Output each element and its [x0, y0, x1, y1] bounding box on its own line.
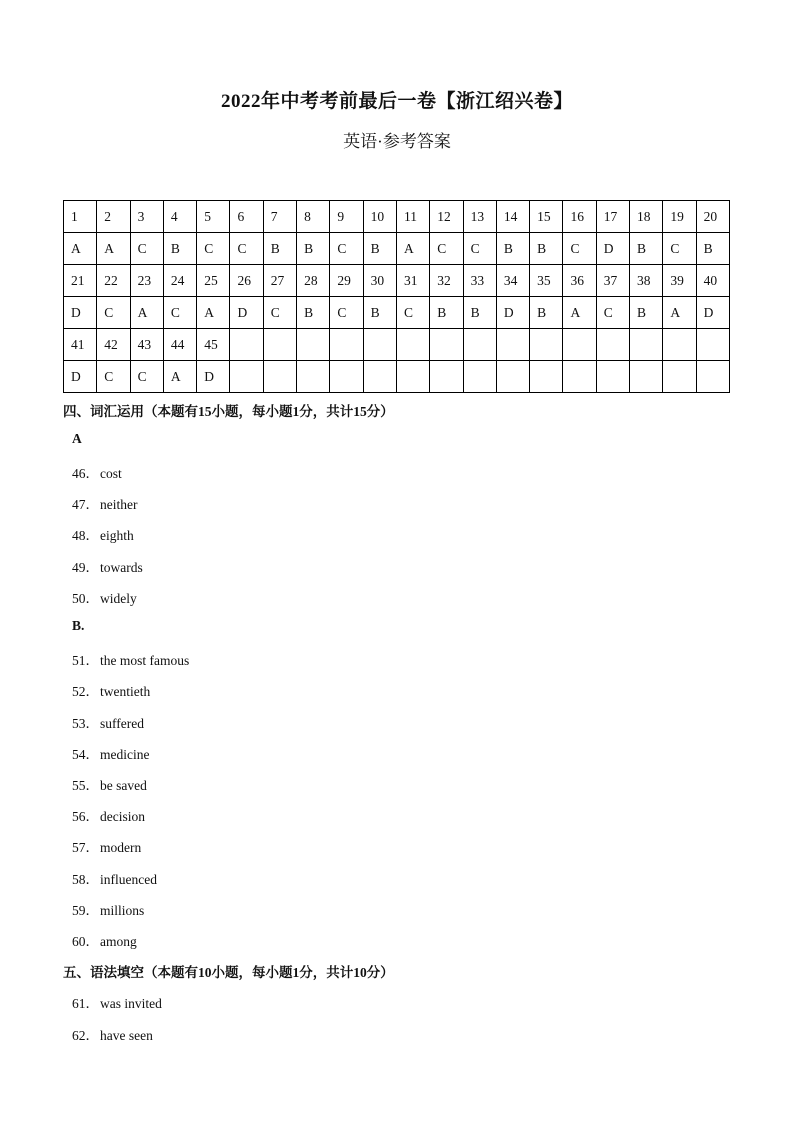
item-answer: decision [100, 809, 145, 824]
answer-cell: C [97, 361, 130, 393]
item-answer: modern [100, 840, 142, 855]
answer-cell: D [696, 297, 729, 329]
answer-cell: C [230, 233, 263, 265]
answer-table-row [64, 265, 730, 297]
answer-cell: B [163, 233, 196, 265]
item-number: 48． [72, 528, 99, 543]
item-number: 58． [72, 872, 99, 887]
question-number-cell [663, 329, 696, 361]
question-number-cell: 17 [596, 201, 629, 233]
answer-cell: C [263, 297, 296, 329]
answer-table-row [64, 329, 730, 361]
question-number-cell: 30 [363, 265, 396, 297]
item-answer: cost [100, 466, 122, 481]
item-number: 54． [72, 747, 99, 762]
question-number-cell [630, 329, 663, 361]
answer-cell [530, 361, 563, 393]
item-number: 57． [72, 840, 99, 855]
question-number-cell: 39 [663, 265, 696, 297]
answer-table-row [64, 297, 730, 329]
answer-cell: C [430, 233, 463, 265]
answer-cell: B [696, 233, 729, 265]
question-number-cell [396, 329, 429, 361]
question-number-cell: 9 [330, 201, 363, 233]
answer-cell: C [396, 297, 429, 329]
question-number-cell: 26 [230, 265, 263, 297]
answer-cell: C [163, 297, 196, 329]
question-number-cell: 24 [163, 265, 196, 297]
item-number: 53． [72, 716, 99, 731]
question-number-cell: 27 [263, 265, 296, 297]
question-number-cell: 32 [430, 265, 463, 297]
question-number-cell: 16 [563, 201, 596, 233]
question-number-cell: 41 [64, 329, 97, 361]
answer-item [72, 836, 141, 856]
answer-item [72, 743, 149, 763]
item-answer: suffered [100, 716, 144, 731]
item-number: 52． [72, 684, 99, 699]
item-number: 55． [72, 778, 99, 793]
answer-table-row [64, 201, 730, 233]
item-answer: twentieth [100, 684, 151, 699]
item-answer: influenced [100, 872, 157, 887]
answer-table-row [64, 361, 730, 393]
section-4-heading: 四、词汇运用（本题有15小题，每小题1分，共计15分） [63, 404, 394, 419]
answer-cell: C [563, 233, 596, 265]
question-number-cell [596, 329, 629, 361]
question-number-cell: 37 [596, 265, 629, 297]
part-b-label: B. [72, 618, 85, 633]
question-number-cell: 25 [197, 265, 230, 297]
answer-cell: C [463, 233, 496, 265]
item-answer: medicine [100, 747, 150, 762]
answer-cell: A [130, 297, 163, 329]
answer-item [72, 493, 137, 513]
answer-cell: B [297, 297, 330, 329]
question-number-cell [263, 329, 296, 361]
item-number: 59． [72, 903, 99, 918]
answer-cell: C [130, 233, 163, 265]
question-number-cell: 38 [630, 265, 663, 297]
question-number-cell: 14 [496, 201, 529, 233]
answer-cell: B [430, 297, 463, 329]
answer-cell [596, 361, 629, 393]
answer-cell: C [197, 233, 230, 265]
section-5-heading: 五、语法填空（本题有10小题，每小题1分，共计10分） [63, 965, 394, 980]
item-answer: among [100, 934, 137, 949]
question-number-cell: 34 [496, 265, 529, 297]
answer-cell [330, 361, 363, 393]
answer-item [72, 805, 145, 825]
answer-cell: A [197, 297, 230, 329]
answer-cell [230, 361, 263, 393]
question-number-cell: 4 [163, 201, 196, 233]
answer-cell: C [97, 297, 130, 329]
item-answer: widely [100, 591, 137, 606]
answer-cell [696, 361, 729, 393]
question-number-cell: 23 [130, 265, 163, 297]
question-number-cell [297, 329, 330, 361]
answer-item [72, 930, 137, 950]
question-number-cell [563, 329, 596, 361]
answer-cell: B [263, 233, 296, 265]
answer-cell: A [563, 297, 596, 329]
item-answer: the most famous [100, 653, 190, 668]
question-number-cell: 31 [396, 265, 429, 297]
question-number-cell: 33 [463, 265, 496, 297]
question-number-cell: 43 [130, 329, 163, 361]
question-number-cell: 8 [297, 201, 330, 233]
answer-cell: C [330, 233, 363, 265]
part-a-label: A [72, 431, 82, 446]
answer-cell: A [163, 361, 196, 393]
question-number-cell [696, 329, 729, 361]
answer-cell: D [64, 297, 97, 329]
answer-item [72, 868, 157, 888]
answer-cell: B [496, 233, 529, 265]
answer-cell [396, 361, 429, 393]
answer-cell [630, 361, 663, 393]
answer-cell: B [297, 233, 330, 265]
question-number-cell [496, 329, 529, 361]
item-number: 49． [72, 560, 99, 575]
answer-item [72, 587, 137, 607]
question-number-cell: 7 [263, 201, 296, 233]
item-answer: was invited [100, 996, 162, 1011]
answer-cell: B [530, 297, 563, 329]
answer-cell: B [630, 233, 663, 265]
answer-cell [263, 361, 296, 393]
question-number-cell: 11 [396, 201, 429, 233]
question-number-cell: 21 [64, 265, 97, 297]
answer-item [72, 899, 144, 919]
item-answer: millions [100, 903, 145, 918]
item-answer: towards [100, 560, 143, 575]
answer-cell: C [330, 297, 363, 329]
question-number-cell: 45 [197, 329, 230, 361]
answer-cell [663, 361, 696, 393]
answer-item [72, 462, 122, 482]
question-number-cell [430, 329, 463, 361]
item-answer: neither [100, 497, 138, 512]
answer-cell: A [396, 233, 429, 265]
answer-cell [463, 361, 496, 393]
question-number-cell: 19 [663, 201, 696, 233]
question-number-cell: 13 [463, 201, 496, 233]
question-number-cell: 42 [97, 329, 130, 361]
answer-table [63, 200, 730, 393]
item-number: 47． [72, 497, 99, 512]
answer-cell: B [530, 233, 563, 265]
question-number-cell: 6 [230, 201, 263, 233]
answer-cell: D [496, 297, 529, 329]
item-number: 50． [72, 591, 99, 606]
answer-cell: D [596, 233, 629, 265]
question-number-cell [463, 329, 496, 361]
answer-cell [496, 361, 529, 393]
answer-item [72, 712, 144, 732]
answer-cell: B [363, 297, 396, 329]
question-number-cell: 20 [696, 201, 729, 233]
answer-cell: D [197, 361, 230, 393]
answer-cell: C [663, 233, 696, 265]
question-number-cell: 18 [630, 201, 663, 233]
answer-item [72, 774, 147, 794]
question-number-cell: 28 [297, 265, 330, 297]
item-number: 61． [72, 996, 99, 1011]
question-number-cell: 10 [363, 201, 396, 233]
answer-cell: B [463, 297, 496, 329]
item-number: 51． [72, 653, 99, 668]
answer-cell: A [97, 233, 130, 265]
question-number-cell: 40 [696, 265, 729, 297]
question-number-cell: 36 [563, 265, 596, 297]
question-number-cell: 3 [130, 201, 163, 233]
item-number: 62． [72, 1028, 99, 1043]
answer-cell [563, 361, 596, 393]
item-answer: be saved [100, 778, 147, 793]
page-subtitle: 英语·参考答案 [343, 132, 451, 151]
answer-item [72, 992, 162, 1012]
item-number: 46． [72, 466, 99, 481]
question-number-cell: 22 [97, 265, 130, 297]
answer-cell: A [64, 233, 97, 265]
question-number-cell [530, 329, 563, 361]
answer-item [72, 556, 143, 576]
question-number-cell: 1 [64, 201, 97, 233]
item-number: 56． [72, 809, 99, 824]
question-number-cell: 2 [97, 201, 130, 233]
question-number-cell [330, 329, 363, 361]
item-number: 60． [72, 934, 99, 949]
answer-item [72, 680, 150, 700]
page-title: 2022年中考考前最后一卷【浙江绍兴卷】 [220, 91, 573, 112]
question-number-cell: 35 [530, 265, 563, 297]
answer-cell: C [130, 361, 163, 393]
answer-cell: B [363, 233, 396, 265]
answer-cell: B [630, 297, 663, 329]
question-number-cell: 12 [430, 201, 463, 233]
answer-table-row [64, 233, 730, 265]
answer-cell [430, 361, 463, 393]
answer-cell: C [596, 297, 629, 329]
question-number-cell [230, 329, 263, 361]
question-number-cell: 44 [163, 329, 196, 361]
answer-cell: D [230, 297, 263, 329]
answer-item [72, 524, 134, 544]
answer-item [72, 649, 189, 669]
answer-cell [363, 361, 396, 393]
item-answer: eighth [100, 528, 134, 543]
answer-cell: D [64, 361, 97, 393]
question-number-cell: 5 [197, 201, 230, 233]
answer-item [72, 1024, 153, 1044]
answer-cell: A [663, 297, 696, 329]
item-answer: have seen [100, 1028, 153, 1043]
question-number-cell: 15 [530, 201, 563, 233]
answer-cell [297, 361, 330, 393]
question-number-cell: 29 [330, 265, 363, 297]
question-number-cell [363, 329, 396, 361]
